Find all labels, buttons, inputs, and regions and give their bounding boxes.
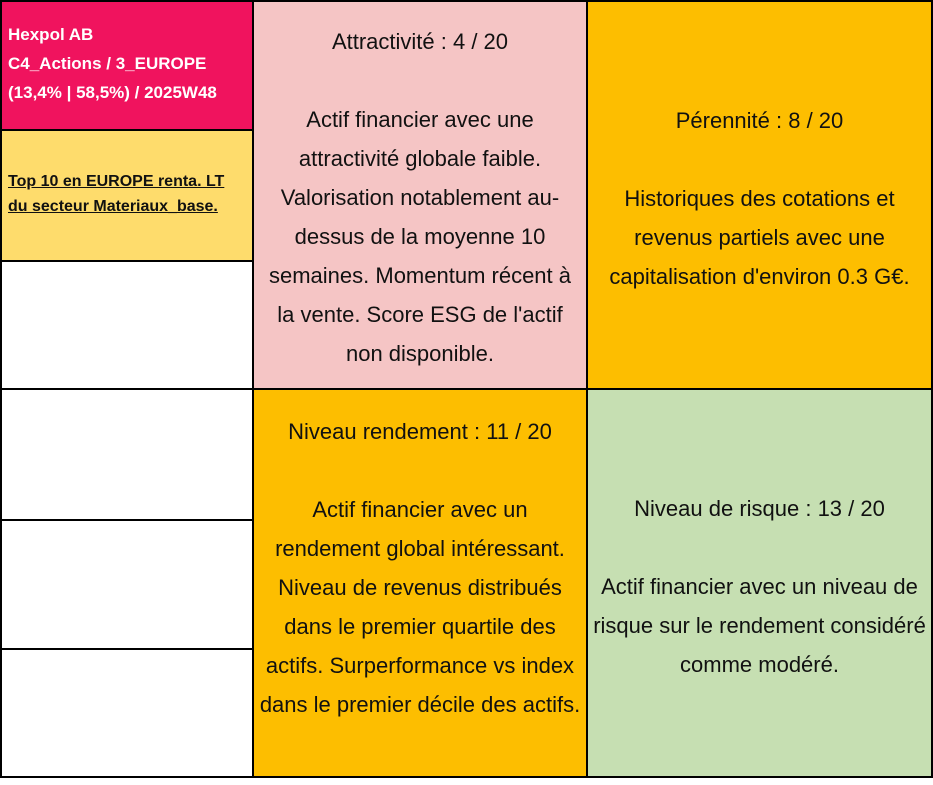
bottom-margin (0, 778, 933, 785)
attractivite-title: Attractivité : 4 / 20 (331, 29, 509, 54)
attractivite-cell (252, 0, 588, 390)
rendement-cell (252, 388, 588, 778)
risque-title: Niveau de risque : 13 / 20 (634, 496, 885, 521)
rendement-title: Niveau rendement : 11 / 20 (288, 419, 552, 444)
empty-cell (0, 388, 254, 521)
ranking-cell (0, 129, 254, 262)
risque-text: Actif financier avec un niveau de risque sur le rendement considéré comme modéré. (593, 574, 926, 677)
empty-cell (0, 519, 254, 650)
empty-cell (0, 260, 254, 390)
attractivite-text: Actif financier avec une attractivité globale faible. Valorisation notablement au-dessus de la moyenne 10 semaines. Momentum récent à la vente. Score ESG de l'actif non disponible. (268, 107, 572, 366)
perennite-title: Pérennité : 8 / 20 (675, 108, 844, 133)
asset-stats: (13,4% | 58,5%) / 2025W48 (8, 83, 217, 102)
asset-name: Hexpol AB (8, 25, 94, 44)
perennite-text: Historiques des cotations et revenus partiels avec une capitalisation d'environ 0.3 G€. (609, 186, 910, 289)
rendement-text: Actif financier avec un rendement global intéressant. Niveau de revenus distribués dans le premier quartile des actifs. Surperformance vs index dans le premier décile des actifs. (259, 497, 581, 717)
asset-identity-cell (0, 0, 254, 131)
ranking-line-2: du secteur Materiaux_base. (8, 198, 218, 215)
perennite-cell (586, 0, 933, 390)
empty-cell (0, 648, 254, 778)
ranking-line-1: Top 10 en EUROPE renta. LT (8, 173, 225, 190)
risque-cell (586, 388, 933, 778)
asset-category: C4_Actions / 3_EUROPE (8, 54, 207, 73)
